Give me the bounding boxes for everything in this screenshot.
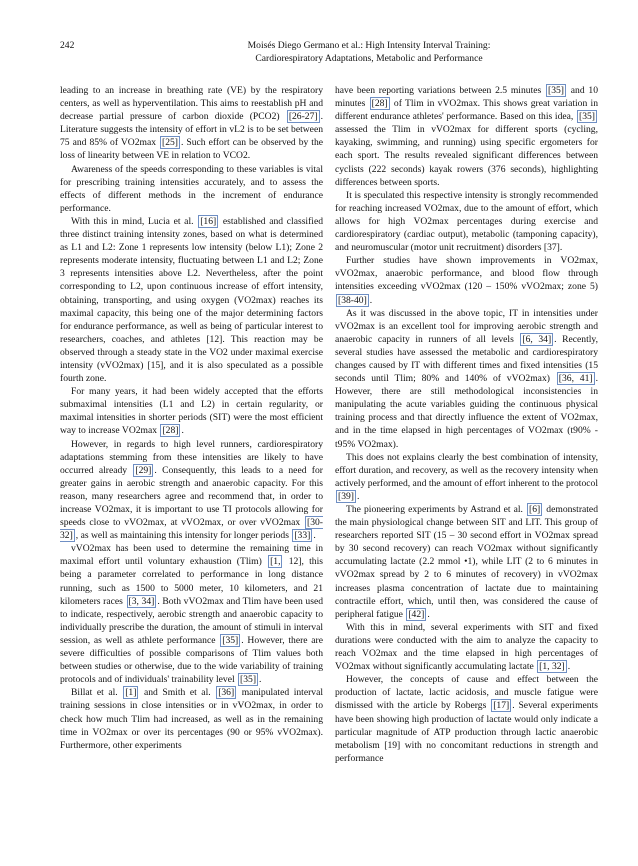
paragraph-text: . Such effort can be observed by the loss of linearity between VE in relation to VCO2. — [60, 137, 324, 162]
citation-link[interactable]: [16] — [200, 215, 217, 227]
paragraph-text: . — [427, 608, 430, 620]
paragraph-p5 — [60, 438, 323, 543]
paragraph-q6 — [335, 503, 598, 621]
citation-link[interactable]: [28] — [162, 425, 179, 437]
paragraph-text: However, in regards to high level runners, cardiorespiratory adaptations stemming from these intensities are likely to have occurred already — [60, 438, 323, 476]
paragraph-text: . — [356, 490, 360, 502]
paragraph-text: manipulated interval training sessions in close intensities or in vVO2max, in order to check how much Tlim had increased, as well as in the remaining time in VO2max or over its percentages (90 or 95% vVO2max). Furthermore, other experiments — [60, 687, 323, 751]
paragraph-text: and Smith et al. — [139, 687, 216, 699]
paragraph-text: assessed the Tlim in vVO2max for different sports (cycling, kayaking, swimming, and running) using specific ergometers for each sport. The results revealed significant differences between cyclists (222 seconds) kayak rowers (376 seconds), highlighting differences between sports. — [335, 124, 598, 188]
paragraph-p2 — [60, 163, 323, 215]
paragraph-text: . — [259, 674, 262, 686]
paragraph-text: Further studies have shown improvements in VO2max, vVO2max, anaerobic performance, and blood flow through intensities exceeding vVO2max (120 – 150% vVO2max; zone 5) — [335, 255, 598, 293]
paragraph-text: of Tlim in vVO2max. This shows great variation in different endurance athletes' performance. Based on this idea, — [335, 98, 598, 123]
paragraph-text: . — [313, 530, 316, 542]
paragraph-q5 — [335, 451, 598, 503]
paragraph-p7 — [60, 686, 323, 751]
running-title — [180, 40, 558, 65]
paragraph-text: . Several experiments have been showing high production of lactate would only indicate a particular magnitude of ATP production through lactic anaerobic metabolism [19] with no concomitant reductions in strength and performance — [335, 700, 598, 764]
page-number: 242 — [60, 40, 75, 51]
citation-link[interactable]: [30-32] — [60, 517, 323, 542]
running-title-line-1: Moisés Diego Germano et al.: High Intensity Interval Training: — [247, 40, 491, 51]
citation-link[interactable]: [35] — [222, 634, 239, 646]
citation-link[interactable]: [35] — [240, 674, 257, 686]
citation-link[interactable]: [28] — [371, 98, 388, 110]
paragraph-text: The pioneering experiments by Astrand et al. — [346, 504, 527, 515]
paragraph-text: , as well as maintaining this intensity for longer periods — [75, 530, 292, 542]
citation-link[interactable]: [42] — [408, 608, 425, 620]
paragraph-p3 — [60, 215, 323, 385]
paragraph-text: established and classified three distinct training intensity zones, based on what is determined as L1 and L2: Zone 1 represents low intensity (below L1); Zone 2 represents moderate intensity, fluctuating between L1 and L2; Zone 3 represents intensities above L2. Nevertheless, after the point corresponding to L2, upon continuous increase of effort intensity, obtaining, transporting, and using oxygen (VO2max) reaches its maximal capacity, this being one of the major determining factors for endurance performance, as well as being of particular interest to researchers, coaches, and athletes [12]. This reaction may be observed through a steady state in the VO2 under maximal exercise intensity (vVO2max) [15], and it is also speculated as a possible fourth zone. — [60, 215, 324, 385]
citation-link[interactable]: [35] — [579, 111, 595, 123]
paragraph-text: . Both vVO2max and Tlim have been used to indicate, respectively, aerobic strength and anaerobic capacity to individually prescribe the duration, the amount of stimuli in interval session, as well as athlete performance — [60, 595, 324, 646]
paragraph-text: demonstrated the main physiological change between SIT and LIT. This group of researchers reported SIT (15 – 30 second effort in VO2max spread by 30 second recovery) can reach VO2max without significantly accumulating lactate (2.2 mmol •1), while LIT (2 to 6 minutes in vVO2max spread by 2 to 6 minutes of recovery) in vVO2max increases plasma concentration of lactate due to maintaining contractile effort, which, until then, was considered the cause of peripheral fatigue — [335, 504, 598, 620]
paragraph-q4 — [335, 307, 598, 451]
citation-link[interactable]: [1] — [125, 687, 137, 699]
citation-link[interactable]: [17] — [493, 700, 510, 712]
paragraph-text: As it was discussed in the above topic, IT in intensities under vVO2max is an excellent tool for improving aerobic strength and anaerobic capacity in runners of all levels — [335, 307, 598, 345]
paragraph-text: . — [369, 294, 373, 306]
citation-link[interactable]: [25] — [162, 137, 178, 149]
paragraph-text: . — [181, 425, 184, 437]
paragraph-q1 — [335, 84, 598, 189]
paragraph-text: . Recently, several studies have assessed the metabolic and cardiorespiratory changes caused by IT with different times and fixed intensities (15 seconds until Tlim; 80% and 140% of vVO2max) — [335, 333, 598, 385]
paragraph-q3 — [335, 254, 598, 306]
citation-link[interactable]: [1, — [270, 556, 281, 568]
paragraph-q7 — [335, 621, 598, 673]
running-header — [60, 40, 578, 70]
paragraph-text: With this in mind, Lucia et al. — [71, 215, 198, 227]
running-title-line-2: Cardiorespiratory Adaptations, Metabolic and Performance — [255, 52, 483, 64]
paragraph-text: 12], this being a parameter correlated to performance in long distance running, such as 1500 to 5000 meter, 10 kilometers, and 21 kilometers races — [60, 556, 323, 607]
citation-link[interactable]: [26-27] — [288, 111, 318, 123]
left-column — [60, 84, 323, 752]
paragraph-text: have been reporting variations between 2.5 minutes — [335, 85, 546, 96]
paragraph-q8 — [335, 673, 598, 765]
citation-link[interactable]: [39] — [338, 490, 354, 502]
paragraph-text: . Literature suggests the intensity of effort in vL2 is to be set between 75 and 85% of VO2max — [60, 111, 323, 149]
citation-link[interactable]: [3, 34] — [128, 595, 155, 607]
citation-link[interactable]: [6] — [529, 504, 541, 515]
citation-link[interactable]: [35] — [548, 85, 564, 96]
paragraph-p1 — [60, 84, 323, 163]
paragraph-q2 — [335, 189, 598, 254]
paragraph-text: and 10 minutes — [335, 85, 599, 110]
paragraph-text: This does not explains clearly the best combination of intensity, effort duration, and recovery, as well as the recovery intensity when actively performed, and the amount of effort inherent to the protocol — [335, 451, 598, 489]
paragraph-text: However, the concepts of cause and effect between the production of lactate, lactic acidosis, and muscle fatigue were dismissed with the article by Robergs — [335, 674, 598, 712]
paragraph-text: . However, there are severe difficulties of possible comparisons of Tlim values both between studies or otherwise, due to the wide variability of training protocols and of individuals' trainability level — [60, 634, 324, 686]
paragraph-text: Billat et al. — [71, 687, 123, 699]
paragraph-text: It is speculated this respective intensity is strongly recommended for reaching increased VO2max, due to the amount of effort, which allows for high VO2max percentages during exercise and cardiorespiratory (cardiac output), metabolic (tamponing capacity), and neuromuscular (motor unit recruitment) disorders [37]. — [335, 189, 598, 254]
paragraph-text: . — [567, 661, 571, 673]
paragraph-text: vVO2max has been used to determine the remaining time in maximal effort until voluntary exhaustion (Tlim) — [60, 543, 323, 568]
right-column — [335, 84, 598, 765]
citation-link[interactable]: [1, 32] — [539, 661, 565, 673]
paragraph-text: leading to an increase in breathing rate (VE) by the respiratory centers, as well as hyperventilation. This aims to reestablish pH and decrease partial pressure of carbon dioxide (PCO2) — [60, 85, 323, 123]
citation-link[interactable]: [38-40] — [338, 294, 367, 306]
paragraph-text: For many years, it had been widely accepted that the efforts submaximal intensities (L1 and L2) in certain regularity, or maximal intensities in shorter periods (SIT) were the most efficient way to increase VO2max — [60, 386, 323, 437]
paragraph-p4 — [60, 385, 323, 437]
paragraph-text: . Consequently, this leads to a need for greater gains in aerobic strength and anaerobic capacity. For this reason, many researchers agree and recommend that, in order to increase VO2max, it is important to use TI protocols allowing for speeds close to vVO2max, at vVO2max, or over vVO2max — [60, 464, 323, 529]
paragraph-text: . However, there are still methodological inconsistencies in manipulating the acute variables guiding the continuous physical training process and that directly influence the extent of VO2max, and in the time elapsed in high percentages of VO2max (t90% - t95% VO2max). — [335, 373, 598, 450]
citation-link[interactable]: [29] — [135, 464, 152, 476]
citation-link[interactable]: [6, 34] — [522, 333, 552, 345]
citation-link[interactable]: [36] — [218, 687, 235, 699]
paragraph-p6 — [60, 542, 323, 686]
paragraph-text: Awareness of the speeds corresponding to these variables is vital for prescribing training intensities accurately, and to assess the effects of different methods in the increment of endurance performance. — [60, 163, 323, 214]
citation-link[interactable]: [33] — [294, 530, 311, 542]
citation-link[interactable]: [36, 41] — [558, 373, 593, 385]
paragraph-text: With this in mind, several experiments with SIT and fixed durations were conducted with the aim to analyze the capacity to reach VO2max and the time elapsed in high percentages of VO2max without significantly accumulating lactate — [335, 621, 598, 673]
